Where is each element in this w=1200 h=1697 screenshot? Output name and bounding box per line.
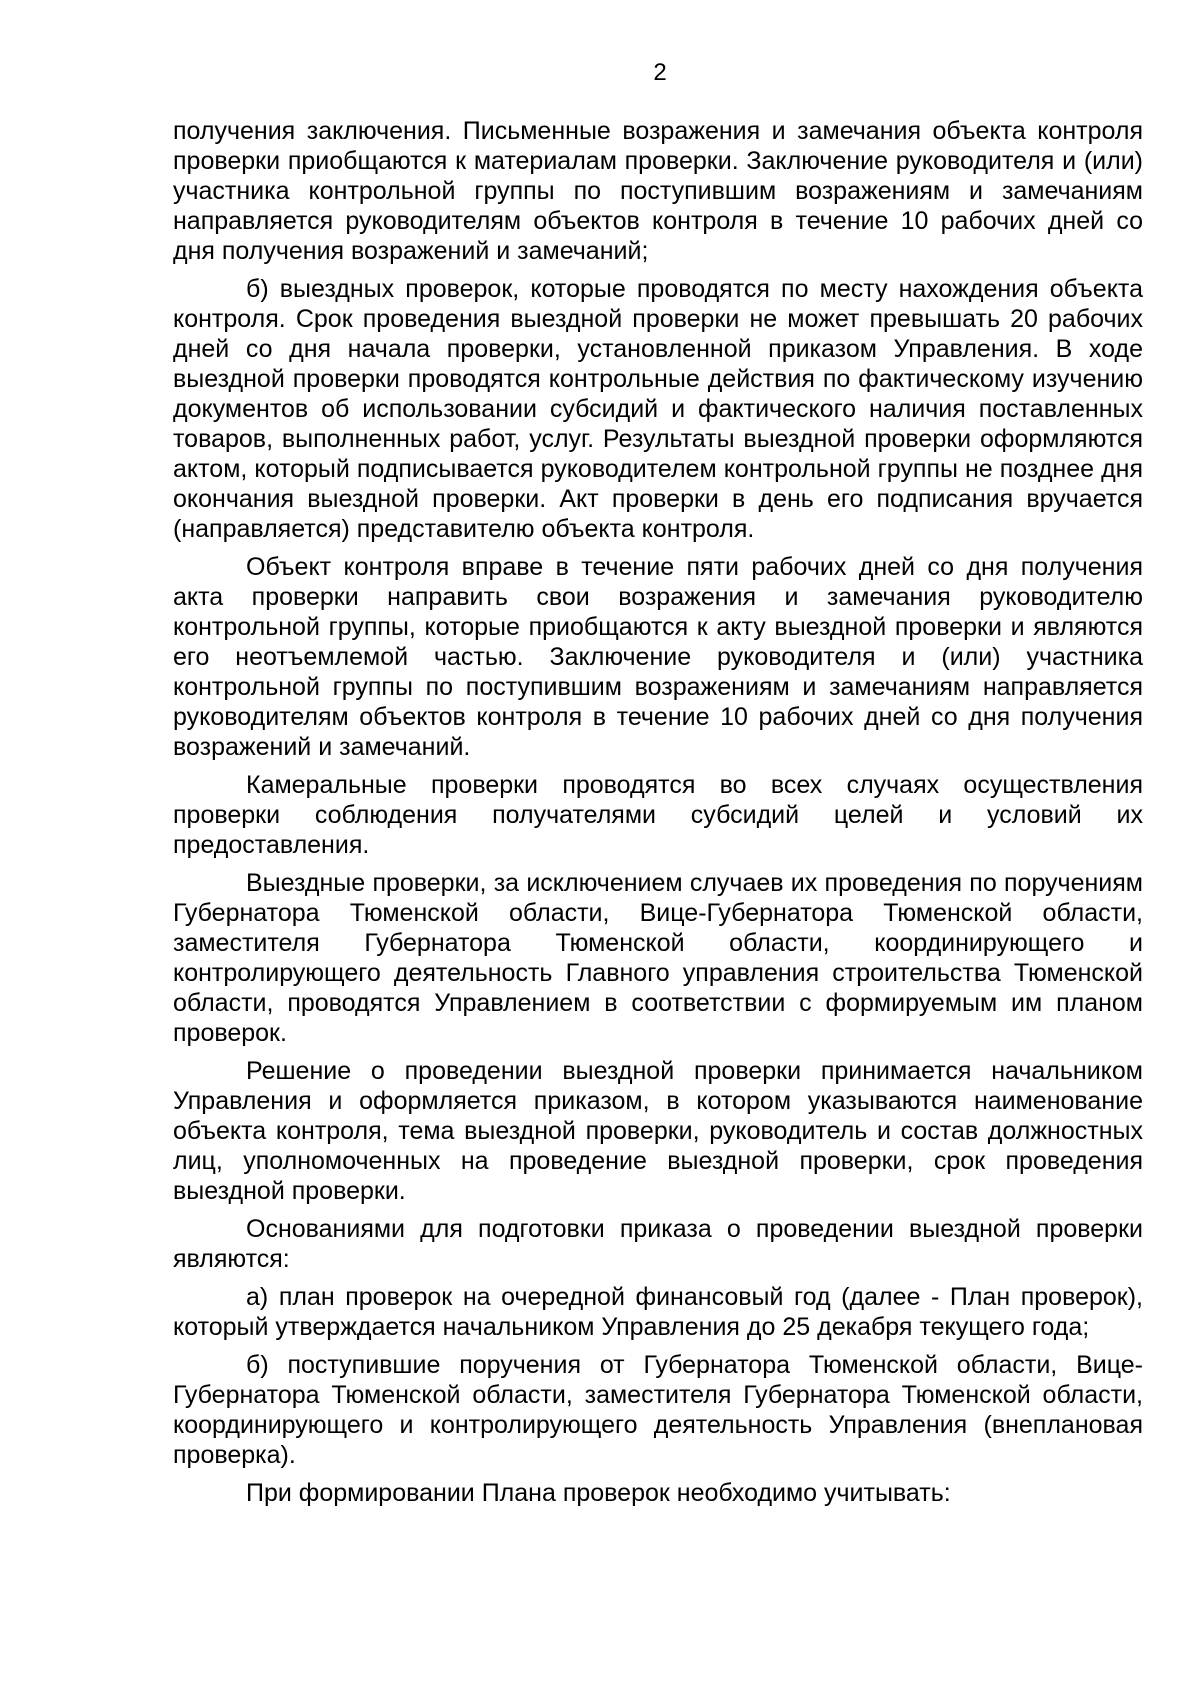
page-number: 2 <box>653 59 667 86</box>
list-item-b: б) поступившие поручения от Губернатора Тюменской области, Вице-Губернатора Тюменской области, заместителя Губернатора Тюменской области, координирующего и контролирующего деятельность Управления (внеплановая проверка). <box>173 1351 1143 1469</box>
paragraph-objections: Объект контроля вправе в течение пяти рабочих дней со дня получения акта проверки направить свои возражения и замечания руководителю контрольной группы, которые приобщаются к акту выездной проверки и являются его неотъемлемой частью. Заключение руководителя и (или) участника контрольной группы по поступившим возражениям и замечаниям направляется руководителям объектов контроля в течение 10 рабочих дней со дня получения возражений и замечаний. <box>173 553 1143 761</box>
list-item-a: а) план проверок на очередной финансовый год (далее - План проверок), который утверждается начальником Управления до 25 декабря текущего года; <box>173 1283 1143 1341</box>
paragraph-desk-inspections: Камеральные проверки проводятся во всех случаях осуществления проверки соблюдения получателями субсидий целей и условий их предоставления. <box>173 771 1143 859</box>
document-body <box>173 116 1143 1516</box>
paragraph-grounds: Основаниями для подготовки приказа о проведении выездной проверки являются: <box>173 1215 1143 1273</box>
paragraph-onsite-plan: Выездные проверки, за исключением случаев их проведения по поручениям Губернатора Тюменской области, Вице-Губернатора Тюменской области, заместителя Губернатора Тюменской области, координирующего и контролирующего деятельность Главного управления строительства Тюменской области, проводятся Управлением в соответствии с формируемым им планом проверок. <box>173 869 1143 1047</box>
paragraph-onsite-inspections: б) выездных проверок, которые проводятся по месту нахождения объекта контроля. Срок проведения выездной проверки не может превышать 20 рабочих дней со дня начала проверки, установленной приказом Управления. В ходе выездной проверки проводятся контрольные действия по фактическому изучению документов об использовании субсидий и фактического наличия поставленных товаров, выполненных работ, услуг. Результаты выездной проверки оформляются актом, который подписывается руководителем контрольной группы не позднее дня окончания выездной проверки. Акт проверки в день его подписания вручается (направляется) представителю объекта контроля. <box>173 275 1143 543</box>
paragraph-continuation: получения заключения. Письменные возражения и замечания объекта контроля проверки приобщаются к материалам проверки. Заключение руководителя и (или) участника контрольной группы по поступившим возражениям и замечаниям направляется руководителям объектов контроля в течение 10 рабочих дней со дня получения возражений и замечаний; <box>173 117 1143 265</box>
paragraph-plan-formation: При формировании Плана проверок необходимо учитывать: <box>246 1479 951 1507</box>
paragraph-decision: Решение о проведении выездной проверки принимается начальником Управления и оформляется приказом, в котором указываются наименование объекта контроля, тема выездной проверки, руководитель и состав должностных лиц, уполномоченных на проведение выездной проверки, срок проведения выездной проверки. <box>173 1057 1143 1205</box>
